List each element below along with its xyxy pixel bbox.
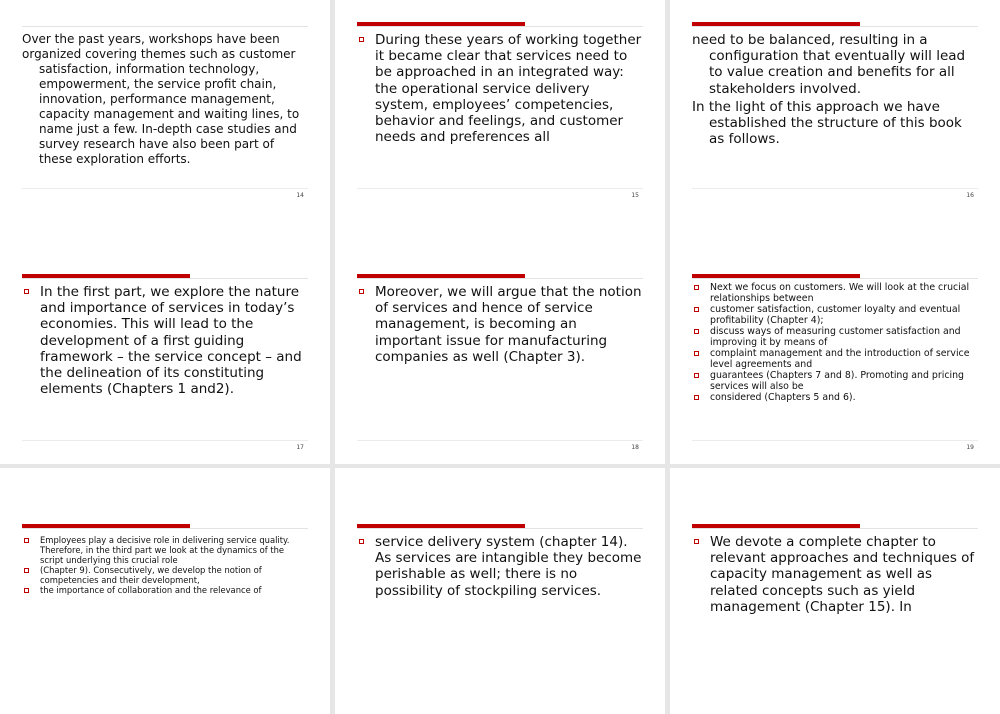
square-bullet-icon [694, 285, 699, 290]
slide-number: 14 [296, 192, 304, 199]
bullet-item: discuss ways of measuring customer satisfaction and improving it by means of [692, 326, 980, 348]
slide-21[interactable] [335, 468, 665, 714]
bullet-item: customer satisfaction, customer loyalty and eventual profitability (Chapter 4); [692, 304, 980, 326]
bullet-item: the importance of collaboration and the relevance of [22, 585, 310, 595]
slide-body [357, 32, 645, 145]
slide-footer-rule [692, 188, 978, 189]
square-bullet-icon [694, 351, 699, 356]
slide-paragraph: In the light of this approach we have established the structure of this book as follows. [692, 98, 962, 148]
square-bullet-icon [694, 307, 699, 312]
slide-paragraph: organized covering themes such as customer satisfaction, information technology, empowerment, the service profit chain, innovation, performance management, capacity management and waiting lines, to name just a few. In-depth case studies and survey research have also been part of these exploration efforts. [22, 47, 300, 166]
slide-top-rule [692, 528, 978, 529]
slide-number: 18 [631, 444, 639, 451]
bullet-item: Next we focus on customers. We will look at the crucial relationships between [692, 282, 980, 304]
slide-17[interactable] [0, 218, 330, 464]
bullet-item: (Chapter 9). Consecutively, we develop the notion of competencies and their development, [22, 565, 310, 585]
slide-18[interactable] [335, 218, 665, 464]
slide-top-rule [357, 26, 643, 27]
slide-number: 16 [966, 192, 974, 199]
slide-paragraph: need to be balanced, resulting in a configuration that eventually will lead to value creation and benefits for all stakeholders involved. [692, 32, 966, 97]
bullet-item: During these years of working together it became clear that services need to be approached in an integrated way: the operational service delivery system, employees’ competencies, behavior and feelings, and customer needs and preferences all [357, 32, 645, 145]
square-bullet-icon [359, 539, 364, 544]
slide-top-rule [357, 528, 643, 529]
slide-footer-rule [357, 440, 643, 441]
slide-paragraph: Over the past years, workshops have been [22, 32, 280, 46]
bullet-item: complaint management and the introduction of service level agreements and [692, 348, 980, 370]
bullet-item: In the first part, we explore the nature and importance of services in today’s economies. This will lead to the development of a first guiding framework – the service concept – and the delineation of its constituting elements (Chapters 1 and2). [22, 284, 310, 397]
slide-20[interactable] [0, 468, 330, 714]
slide-15[interactable] [335, 0, 665, 246]
slide-14[interactable] [0, 0, 330, 246]
slide-body [357, 284, 645, 365]
slide-19[interactable] [670, 218, 1000, 464]
slide-number: 17 [296, 444, 304, 451]
slide-footer-rule [692, 440, 978, 441]
slide-body [692, 534, 980, 615]
square-bullet-icon [694, 395, 699, 400]
square-bullet-icon [359, 37, 364, 42]
slide-top-rule [692, 26, 978, 27]
square-bullet-icon [359, 289, 364, 294]
slide-22[interactable] [670, 468, 1000, 714]
slide-footer-rule [22, 188, 308, 189]
slide-body [692, 282, 980, 403]
square-bullet-icon [24, 538, 29, 543]
slide-footer-rule [357, 188, 643, 189]
slide-footer-rule [22, 440, 308, 441]
square-bullet-icon [24, 588, 29, 593]
slide-top-rule [22, 278, 308, 279]
slide-body [22, 32, 310, 167]
square-bullet-icon [694, 539, 699, 544]
slide-top-rule [22, 26, 308, 27]
slide-top-rule [692, 278, 978, 279]
square-bullet-icon [24, 568, 29, 573]
square-bullet-icon [24, 289, 29, 294]
slide-top-rule [22, 528, 308, 529]
slide-16[interactable] [670, 0, 1000, 246]
slide-body [357, 534, 645, 599]
bullet-item: Employees play a decisive role in delivering service quality. Therefore, in the third part we look at the dynamics of the script underlying this crucial role [22, 535, 310, 565]
bullet-item: We devote a complete chapter to relevant approaches and techniques of capacity management as well as related concepts such as yield management (Chapter 15). In [692, 534, 980, 615]
bullet-item: guarantees (Chapters 7 and 8). Promoting and pricing services will also be [692, 370, 980, 392]
slide-number: 15 [631, 192, 639, 199]
slide-top-rule [357, 278, 643, 279]
slide-body [22, 284, 310, 397]
slide-number: 19 [966, 444, 974, 451]
square-bullet-icon [694, 329, 699, 334]
bullet-item: considered (Chapters 5 and 6). [692, 392, 980, 403]
square-bullet-icon [694, 373, 699, 378]
slide-body [692, 32, 980, 147]
bullet-item: service delivery system (chapter 14). As services are intangible they become perishable as well; there is no possibility of stockpiling services. [357, 534, 645, 599]
bullet-item: Moreover, we will argue that the notion of services and hence of service management, is becoming an important issue for manufacturing companies as well (Chapter 3). [357, 284, 645, 365]
slide-body [22, 535, 310, 595]
